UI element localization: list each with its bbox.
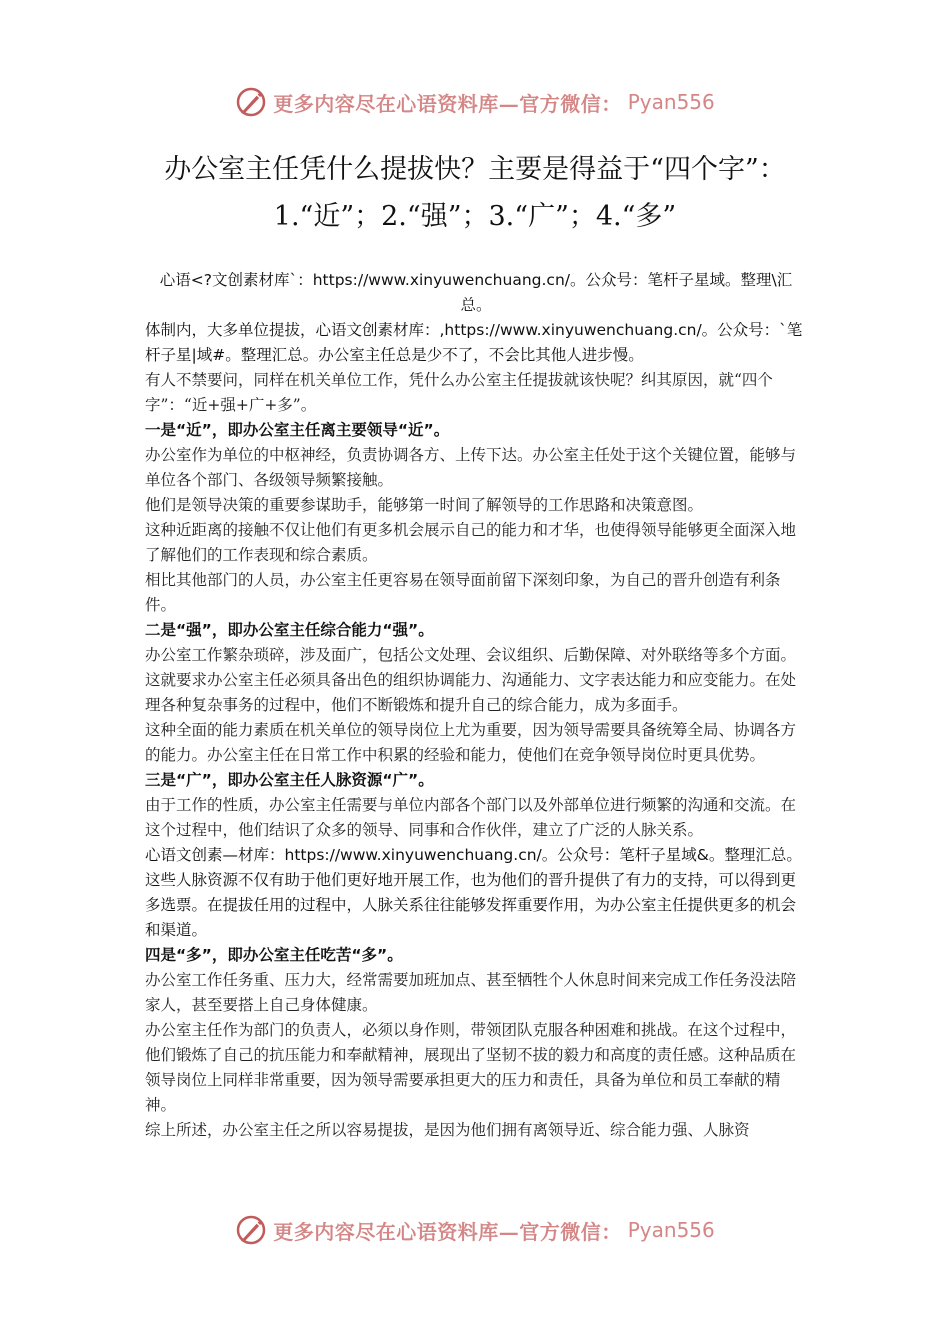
paragraph: 办公室主任作为部门的负责人，必须以身作则，带领团队克服各种困难和挑战。在这个过程中，他们锻炼了自己的抗压能力和奉献精神，展现出了坚韧不拔的毅力和高度的责任感。这种品质在领导岗位上同样非常重要，因为领导需要承担更大的压力和责任，具备为单位和员工奉献的精神。 [145,1021,797,1114]
paragraph: 这种近距离的接触不仅让他们有更多机会展示自己的能力和才华，也使得领导能够更全面深入地了解他们的工作表现和综合素质。 [145,521,797,564]
quill-pen-circle-logo-icon [235,1214,267,1246]
paragraph: 综上所述，办公室主任之所以容易提拔，是因为他们拥有离领导近、综合能力强、人脉资 [145,1121,750,1139]
paragraph: 心语文创素—材库：https://www.xinyuwenchuang.cn/。公众号：笔杆子星域&。整理汇总。这些人脉资源不仅有助于他们更好地开展工作，也为他们的晋升提供了有力的支持，可以得到更多选票。在提拔任用的过程中，人脉关系往往能够发挥重要作用，为办公室主任提供更多的机会和渠道。 [145,846,802,939]
quill-pen-circle-logo-icon [235,86,267,118]
paragraph: 这种全面的能力素质在机关单位的领导岗位上尤为重要，因为领导需要具备统筹全局、协调各方的能力。办公室主任在日常工作中积累的经验和能力，使他们在竞争领导岗位时更具优势。 [145,721,797,764]
paragraph: 有人不禁要问，同样在机关单位工作，凭什么办公室主任提拔就该快呢？纠其原因，就“四个字”：“近+强+广+多”。 [145,371,773,414]
paragraph: 办公室工作任务重、压力大，经常需要加班加点、甚至牺牲个人休息时间来完成工作任务没法陪家人，甚至要搭上自己身体健康。 [145,971,797,1014]
banner-wechat-id: Pyan556 [627,1218,715,1242]
section-heading: 二是“强”，即办公室主任综合能力“强”。 [145,621,434,639]
paragraph: 这就要求办公室主任必须具备出色的组织协调能力、沟通能力、文字表达能力和应变能力。在处理各种复杂事务的过程中，他们不断锻炼和提升自己的综合能力，成为多面手。 [145,671,797,714]
paragraph: 相比其他部门的人员，办公室主任更容易在领导面前留下深刻印象，为自己的晋升创造有利条件。 [145,571,781,614]
document-body [145,268,807,1143]
paragraph: 体制内，大多单位提拔，心语文创素材库：,https://www.xinyuwenchuang.cn/。公众号：`笔杆子星|域#。整理汇总。办公室主任总是少不了，不会比其他人进步慢。 [145,321,803,364]
footer-banner [0,1210,950,1250]
paragraph: 他们是领导决策的重要参谋助手，能够第一时间了解领导的工作思路和决策意图。 [145,496,704,514]
paragraph: 办公室作为单位的中枢神经，负责协调各方、上传下达。办公室主任处于这个关键位置，能够与单位各个部门、各级领导频繁接触。 [145,446,797,489]
paragraph: 由于工作的性质，办公室主任需要与单位内部各个部门以及外部单位进行频繁的沟通和交流。在这个过程中，他们结识了众多的领导、同事和合作伙伴，建立了广泛的人脉关系。 [145,796,797,839]
paragraph: 办公室工作繁杂琐碎，涉及面广，包括公文处理、会议组织、后勤保障、对外联络等多个方面。 [145,646,797,664]
title-line-1: 办公室主任凭什么提拔快？主要是得益于“四个字”： [164,154,786,185]
banner-wechat-id: Pyan556 [627,90,715,114]
banner-content [235,86,715,118]
banner-content [235,1214,715,1246]
banner-text: 更多内容尽在心语资料库—官方微信： [273,1219,622,1244]
page-title [120,146,830,240]
section-heading: 三是“广”，即办公室主任人脉资源“广”。 [145,771,434,789]
banner-text: 更多内容尽在心语资料库—官方微信： [273,91,622,116]
section-heading: 一是“近”，即办公室主任离主要领导“近”。 [145,421,450,439]
paragraph: 心语<?文创素材库`：https://www.xinyuwenchuang.cn/。公众号：笔杆子星域。整理\汇总。 [159,271,793,314]
title-line-2: 1.“近”；2.“强”；3.“广”；4.“多” [273,201,677,232]
header-banner [0,82,950,122]
section-heading: 四是“多”，即办公室主任吃苦“多”。 [145,946,403,964]
